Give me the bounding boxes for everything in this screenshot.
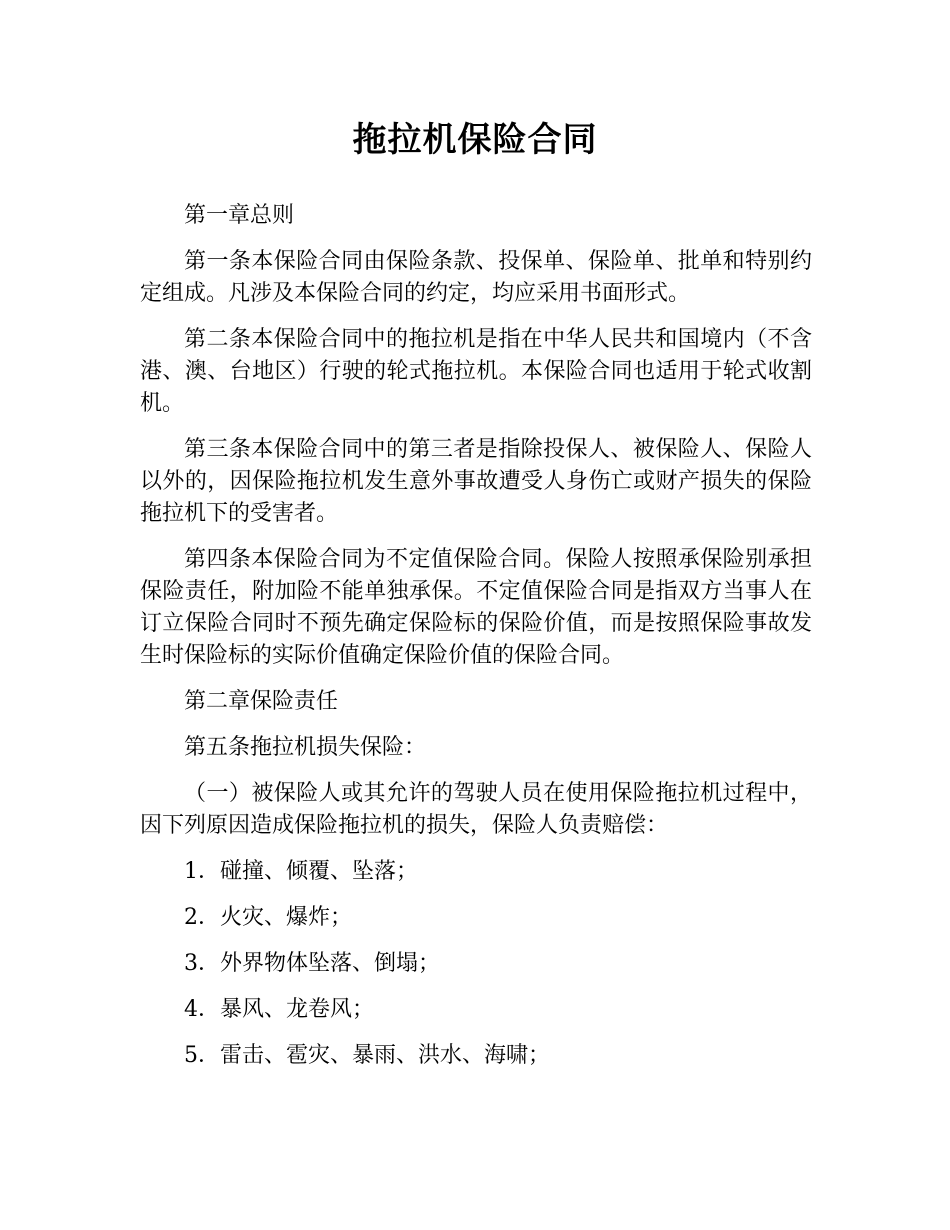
article-paragraph: 第四条本保险合同为不定值保险合同。保险人按照承保险别承担保险责任，附加险不能单独承保。不定值保险合同是指双方当事人在订立保险合同时不预先确定保险标的保险价值，而是按照保险事故发生时保险标的实际价值确定保险价值的保险合同。: [140, 547, 812, 668]
article-paragraph: 第一条本保险合同由保险条款、投保单、保险单、批单和特别约定组成。凡涉及本保险合同的约定，均应采用书面形式。: [140, 249, 812, 306]
article-paragraph: 第五条拖拉机损失保险：: [184, 735, 427, 760]
list-item: 1．碰撞、倾覆、坠落；: [184, 859, 418, 884]
article-paragraph: 第二条本保险合同中的拖拉机是指在中华人民共和国境内（不含港、澳、台地区）行驶的轮式拖拉机。本保险合同也适用于轮式收割机。: [140, 327, 812, 416]
document-title: 拖拉机保险合同: [352, 120, 598, 160]
list-item: 4．暴风、龙卷风；: [184, 997, 374, 1022]
list-item: 5．雷击、雹灾、暴雨、洪水、海啸；: [184, 1043, 550, 1068]
chapter-heading: 第一章总则: [184, 203, 295, 228]
clause-paragraph: （一）被保险人或其允许的驾驶人员在使用保险拖拉机过程中，因下列原因造成保险拖拉机的损失，保险人负责赔偿：: [140, 781, 812, 838]
document-body: [140, 200, 812, 1086]
list-item: 2．火灾、爆炸；: [184, 905, 352, 930]
chapter-heading: 第二章保险责任: [184, 689, 339, 714]
list-item: 3．外界物体坠落、倒塌；: [184, 951, 440, 976]
article-paragraph: 第三条本保险合同中的第三者是指除投保人、被保险人、保险人以外的，因保险拖拉机发生意外事故遭受人身伤亡或财产损失的保险拖拉机下的受害者。: [140, 437, 812, 526]
